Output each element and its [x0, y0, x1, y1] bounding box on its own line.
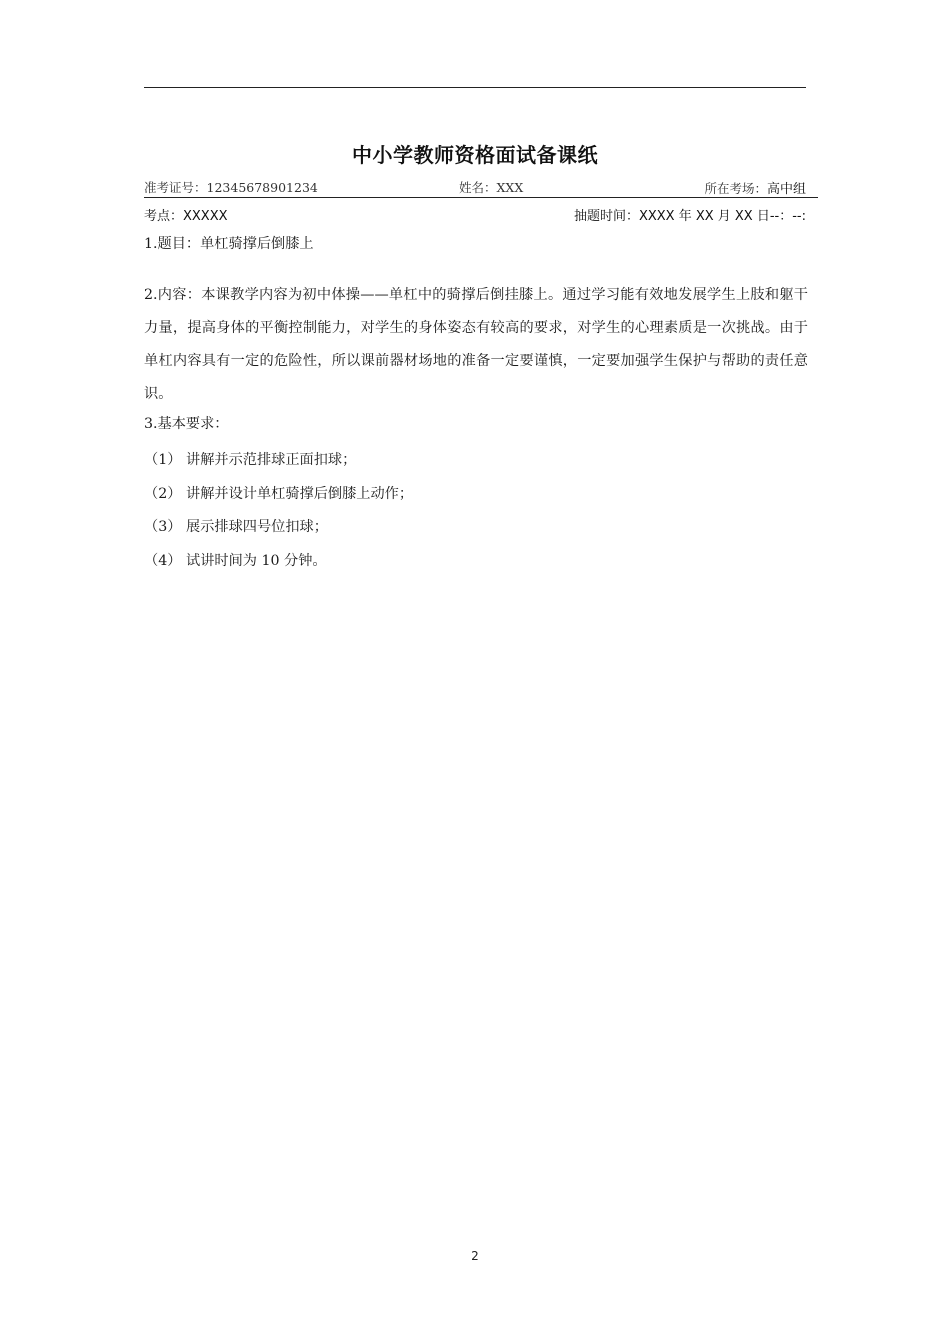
name-value: XXX: [496, 180, 524, 195]
draw-time: 抽题时间：XXXX 年 XX 月 XX 日--：--:: [573, 209, 806, 224]
candidate-name: [459, 178, 523, 196]
exam-site: [704, 178, 806, 197]
requirement-text: 讲解并示范排球正面扣球；: [186, 452, 357, 468]
header-rule: [144, 87, 806, 88]
topic-line: 1.题目：单杠骑撑后倒膝上: [144, 236, 314, 252]
requirement-number: （3）: [144, 519, 182, 535]
site-label: 所在考场：: [704, 181, 767, 196]
site-value: 高中组: [766, 182, 806, 197]
requirements-title: 3.基本要求：: [144, 416, 229, 432]
requirement-item: [144, 483, 413, 503]
requirement-text: 展示排球四号位扣球；: [186, 519, 328, 535]
exam-id-label: 准考证号：: [144, 180, 207, 195]
requirement-number: （1）: [144, 452, 182, 468]
page-number: 2: [471, 1249, 479, 1263]
name-label: 姓名：: [459, 180, 497, 195]
requirement-item: [144, 449, 356, 469]
page-title: 中小学教师资格面试备课纸: [352, 143, 598, 167]
requirement-item: [144, 550, 327, 570]
requirement-number: （4）: [144, 553, 182, 569]
content-paragraph: 2.内容：本课教学内容为初中体操——单杠中的骑撑后倒挂膝上。通过学习能有效地发展学生上肢和躯干力量，提高身体的平衡控制能力，对学生的身体姿态有较高的要求，对学生的心理素质是一次挑战。由于单杠内容具有一定的危险性，所以课前器材场地的准备一定要谨慎，一定要加强学生保护与帮助的责任意识。: [144, 287, 808, 402]
exam-id-value: 12345678901234: [206, 180, 318, 195]
exam-point: 考点：XXXXX: [144, 209, 228, 224]
requirement-item: [144, 516, 328, 536]
requirement-number: （2）: [144, 486, 182, 502]
requirement-text: 试讲时间为 10 分钟。: [186, 553, 327, 569]
candidate-info-row: [144, 178, 818, 198]
exam-id: [144, 178, 318, 196]
requirement-text: 讲解并设计单杠骑撑后倒膝上动作；: [186, 486, 414, 502]
exam-meta-row: [144, 205, 806, 225]
